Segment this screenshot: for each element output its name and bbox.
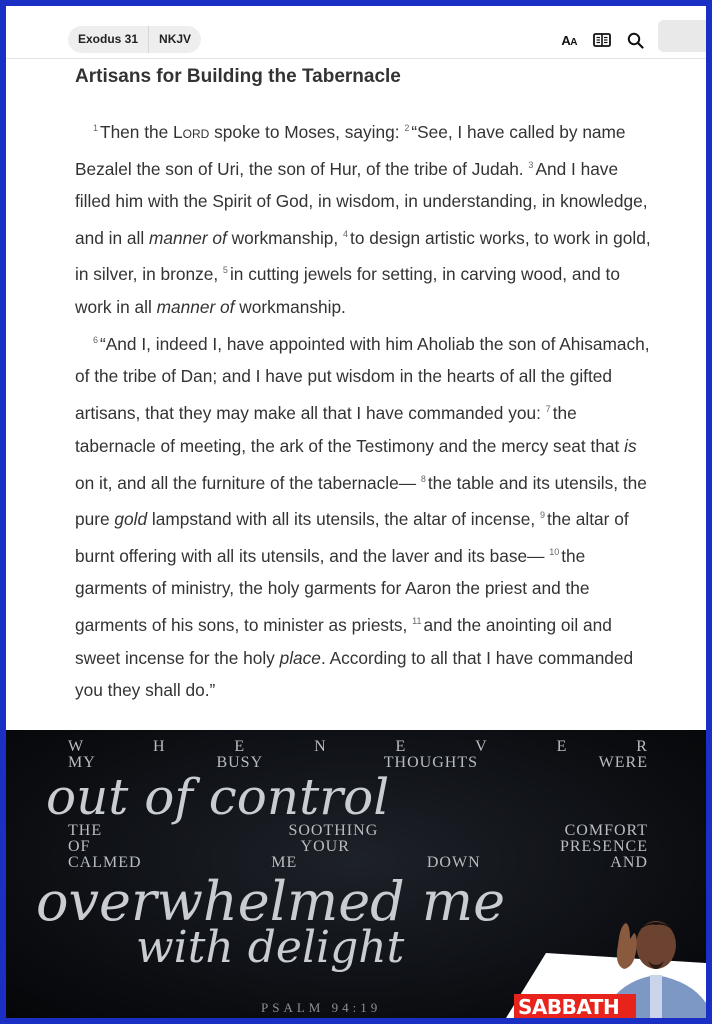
verse-text[interactable]: “And I, indeed I, have appointed with him Aholiab the son of Ahisamach, of the tribe of Dan; and I have put wisdom in the hearts of all the gifted artisans, that they may make all that I have commanded you: (75, 333, 650, 423)
caps-word: N (314, 738, 327, 755)
caps-word: E (395, 738, 407, 755)
caps-word: BUSY (216, 754, 264, 771)
verse-text[interactable]: spoke to Moses, saying: (209, 121, 405, 142)
verse-text[interactable]: to design artistic works, to work in gold, in silver, in bronze, (75, 227, 651, 285)
verse-text[interactable]: on it, and all the furniture of the tabernacle— (75, 472, 421, 493)
caps-word: ME (271, 854, 298, 871)
verse-number[interactable]: 7 (545, 404, 551, 415)
script-line-1: out of control (46, 768, 390, 826)
caps-word: E (556, 738, 568, 755)
caps-word: E (234, 738, 246, 755)
verse-number[interactable]: 11 (412, 616, 422, 627)
sabbath-label: SABBATH (514, 994, 636, 1018)
toolbar (6, 6, 706, 59)
verse-text[interactable]: And I have filled him with the Spirit of God, in wisdom, in understanding, in knowledge, and in all (75, 158, 648, 248)
caps-word: CALMED (68, 854, 142, 871)
verse-text-italic[interactable]: place (279, 647, 321, 668)
section-heading: Artisans for Building the Tabernacle (75, 66, 401, 87)
caps-word: V (475, 738, 488, 755)
caps-word: COMFORT (564, 822, 648, 839)
caps-word: W (68, 738, 85, 755)
verse-number[interactable]: 4 (343, 228, 349, 239)
verse-text[interactable]: lampstand with all its utensils, the altar of incense, (147, 508, 540, 529)
caps-word: THOUGHTS (383, 754, 478, 771)
verse-text[interactable]: and the anointing oil and sweet incense for the holy (75, 614, 612, 668)
caps-word: DOWN (426, 854, 481, 871)
book-view-icon[interactable] (593, 33, 611, 47)
text-size-icon[interactable]: AA (561, 32, 577, 48)
screen (6, 6, 706, 1018)
script-line-2: overwhelmed me (36, 870, 506, 933)
verse-text[interactable]: the altar of burnt offering with all its utensils, and the laver and its base— (75, 508, 629, 566)
verse-text[interactable]: in cutting jewels for setting, in carving wood, and to work in all (75, 264, 620, 318)
caps-word: PRESENCE (559, 838, 648, 855)
verse-number[interactable]: 10 (549, 546, 560, 557)
caps-word: OF (68, 838, 91, 855)
toolbar-icons (561, 28, 644, 52)
caps-word: MY (68, 754, 96, 771)
verse-text-italic[interactable]: gold (114, 508, 148, 529)
paragraph-2 (75, 324, 653, 707)
verse-number[interactable]: 1 (93, 123, 99, 133)
caps-word: WERE (598, 754, 648, 771)
verse-text[interactable]: the table and its utensils, the pure (75, 472, 647, 529)
verse-text[interactable]: the tabernacle of meeting, the ark of the Testimony and the mercy seat that (75, 402, 625, 456)
side-panel-button[interactable] (658, 20, 706, 52)
verse-number[interactable]: 2 (404, 123, 410, 133)
verse-number[interactable]: 5 (222, 265, 228, 276)
caps-word: YOUR (300, 838, 350, 855)
psalm-reference: PSALM 94:19 (261, 1000, 382, 1015)
verse-text-italic[interactable]: manner of (156, 297, 235, 318)
verse-number[interactable]: 8 (420, 473, 426, 484)
caps-word: H (152, 738, 166, 755)
search-icon[interactable] (627, 32, 644, 49)
scripture-text (75, 112, 653, 707)
paragraph-1 (75, 112, 653, 324)
version-button[interactable]: NKJV (159, 32, 192, 46)
caps-word: SOOTHING (288, 822, 379, 839)
verse-text-lord[interactable]: Lord (173, 121, 210, 142)
verse-text-italic[interactable]: manner of (148, 227, 227, 248)
caps-word: THE (68, 822, 103, 839)
caps-word: AND (610, 854, 648, 871)
verse-text[interactable]: the garments of ministry, the holy garments for Aaron the priest and the garments of his sons, to minister as priests, (75, 545, 590, 635)
verse-number[interactable]: 9 (539, 510, 545, 521)
verse-text[interactable]: workmanship. (234, 297, 346, 318)
script-line-3: with delight (136, 922, 405, 973)
verse-text[interactable]: . According to all that I have commanded you they shall do.” (75, 647, 634, 701)
psalm-image-overlay (6, 730, 706, 1018)
book-chapter-button[interactable]: Exodus 31 (78, 32, 139, 46)
verse-text[interactable]: “See, I have called by name Bezalel the son of Uri, the son of Hur, of the tribe of Judah. (75, 121, 626, 179)
verse-number[interactable]: 3 (528, 159, 534, 170)
verse-text[interactable]: Then the (100, 121, 174, 142)
verse-number[interactable]: 6 (93, 334, 99, 345)
chapter-version-pill (68, 26, 201, 53)
verse-text[interactable]: workmanship, (226, 227, 344, 248)
verse-text-italic[interactable]: is (624, 435, 637, 456)
caps-word: R (636, 738, 648, 755)
